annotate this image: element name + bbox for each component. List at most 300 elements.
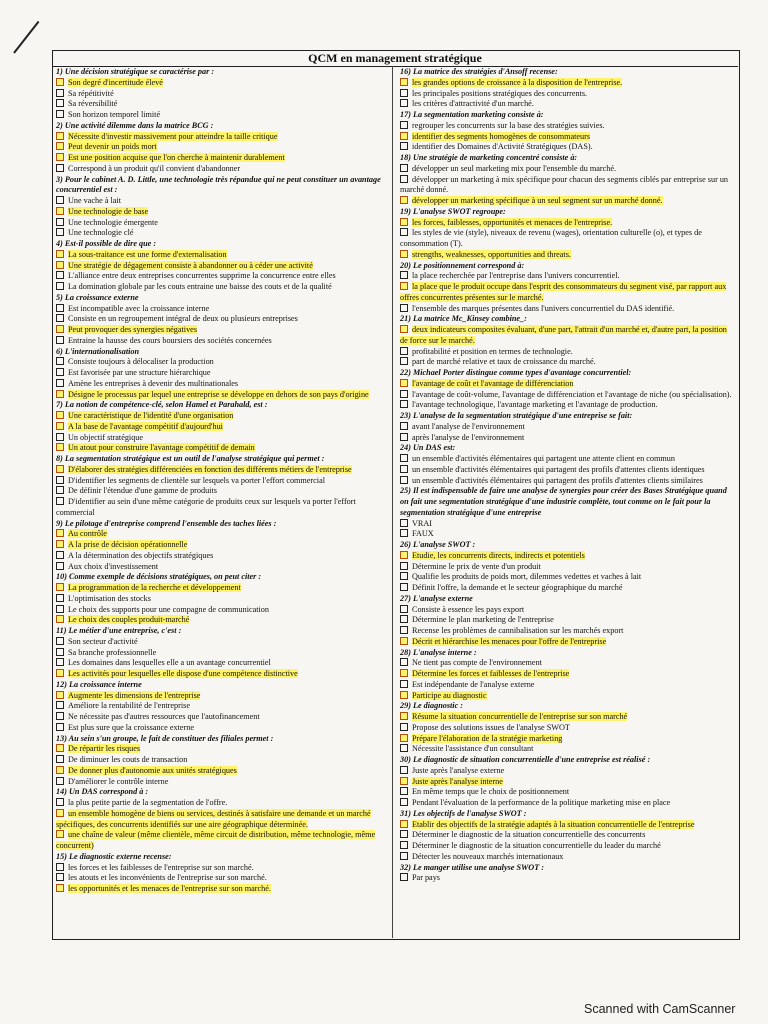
answer-option[interactable] xyxy=(400,691,732,702)
answer-option[interactable] xyxy=(400,669,732,680)
answer-text: l'ensemble des marques présentes dans l'univers concurrentiel du DAS identifié. xyxy=(412,303,675,313)
checkbox-icon[interactable] xyxy=(56,78,64,86)
answer-option[interactable] xyxy=(400,615,732,626)
answer-option[interactable] xyxy=(56,390,388,401)
checkbox-icon[interactable] xyxy=(56,497,64,505)
checkbox-icon[interactable] xyxy=(400,777,408,785)
answer-text: Sa répétitivité xyxy=(68,88,114,98)
answer-option[interactable] xyxy=(400,529,732,540)
answer-text: A la détermination des objectifs stratégiques xyxy=(68,550,214,560)
pen-stroke xyxy=(13,21,39,54)
answer-option[interactable] xyxy=(400,712,732,723)
checkbox-icon[interactable] xyxy=(400,476,408,484)
checkbox-icon[interactable] xyxy=(400,196,408,204)
answer-text: Qualifie les produits de poids mort, dilemmes vedettes et vaches à lait xyxy=(412,572,642,582)
checkbox-icon[interactable] xyxy=(400,572,408,580)
answer-option[interactable] xyxy=(56,282,388,293)
answer-option[interactable] xyxy=(56,766,388,777)
answer-option[interactable] xyxy=(400,519,732,530)
answer-text: Le choix des couples produit-marché xyxy=(68,615,190,625)
checkbox-icon[interactable] xyxy=(56,583,64,591)
answer-text: les forces, faiblesses, opportunités et menaces de l'entreprise. xyxy=(412,217,613,227)
question-text: 4) Est-il possible de dire que : xyxy=(56,239,157,248)
checkbox-icon[interactable] xyxy=(400,529,408,537)
left-column xyxy=(56,67,388,895)
checkbox-icon[interactable] xyxy=(56,701,64,709)
answer-text: les opportunités et les menaces de l'entreprise sur son marché. xyxy=(68,884,271,893)
checkbox-icon[interactable] xyxy=(56,723,64,731)
question-text: 19) L'analyse SWOT regroupe: xyxy=(400,206,506,216)
checkbox-icon[interactable] xyxy=(56,529,64,537)
question-text: 21) La matrice Mc_Kinsey combine_: xyxy=(400,314,527,324)
answer-option[interactable] xyxy=(56,476,388,487)
answer-option[interactable] xyxy=(56,497,388,519)
answer-option[interactable] xyxy=(56,551,388,562)
checkbox-icon[interactable] xyxy=(56,379,64,387)
checkbox-icon[interactable] xyxy=(400,873,408,881)
checkbox-icon[interactable] xyxy=(56,605,64,613)
answer-option[interactable] xyxy=(56,712,388,723)
answer-option[interactable] xyxy=(56,89,388,100)
answer-option[interactable] xyxy=(400,390,732,401)
checkbox-icon[interactable] xyxy=(56,304,64,312)
answer-option[interactable] xyxy=(56,648,388,659)
answer-option[interactable] xyxy=(400,841,732,852)
question-text: 11) Le métier d'une entreprise, c'est : xyxy=(56,626,182,635)
answer-option[interactable] xyxy=(400,777,732,788)
question-text: 25) Il est indispensable de faire une analyse de synergies pour créer des Bases Stratégique quand on fait une segmentation stratégique d'une industrie complète, tout comme on le fait pour la segmentation stratégique d'une entreprise xyxy=(400,486,727,517)
answer-option[interactable] xyxy=(400,551,732,562)
checkbox-icon[interactable] xyxy=(400,357,408,365)
answer-text: les principales positions stratégiques des concurrents. xyxy=(412,88,588,98)
answer-text: Définit l'offre, la demande et le secteur géographique du marché xyxy=(412,583,623,592)
answer-option[interactable] xyxy=(56,755,388,766)
checkbox-icon[interactable] xyxy=(56,712,64,720)
question-text: 28) L'analyse interne : xyxy=(400,647,477,657)
checkbox-icon[interactable] xyxy=(400,142,408,150)
checkbox-icon[interactable] xyxy=(400,562,408,570)
answer-text: Son secteur d'activité xyxy=(68,636,138,646)
answer-option[interactable] xyxy=(56,669,388,680)
answer-option[interactable] xyxy=(56,110,388,121)
answer-text: Détermine le plan marketing de l'entreprise xyxy=(412,615,554,625)
question-text: 16) La matrice des stratégies d'Ansoff recense: xyxy=(400,67,558,76)
checkbox-icon[interactable] xyxy=(56,261,64,269)
answer-text: Au contrôle xyxy=(68,529,107,539)
answer-option[interactable] xyxy=(400,873,732,884)
checkbox-icon[interactable] xyxy=(56,99,64,107)
checkbox-icon[interactable] xyxy=(56,562,64,570)
answer-option[interactable] xyxy=(56,207,388,218)
checkbox-icon[interactable] xyxy=(400,852,408,860)
checkbox-icon[interactable] xyxy=(56,110,64,118)
question-text: 15) Le diagnostic externe recense: xyxy=(56,851,172,861)
answer-option[interactable] xyxy=(56,433,388,444)
answer-option[interactable] xyxy=(400,228,732,250)
checkbox-icon[interactable] xyxy=(400,583,408,591)
answer-text: Aux choix d'investissement xyxy=(68,561,159,571)
question-text: 20) Le positionnement correspond à: xyxy=(400,260,525,270)
answer-option[interactable] xyxy=(400,142,732,153)
checkbox-icon[interactable] xyxy=(400,841,408,849)
checkbox-icon[interactable] xyxy=(400,379,408,387)
answer-option[interactable] xyxy=(56,132,388,143)
answer-option[interactable] xyxy=(56,777,388,788)
checkbox-icon[interactable] xyxy=(400,164,408,172)
answer-option[interactable] xyxy=(400,723,732,734)
checkbox-icon[interactable] xyxy=(56,637,64,645)
answer-option[interactable] xyxy=(56,379,388,390)
checkbox-icon[interactable] xyxy=(56,153,64,161)
question-text: 17) La segmentation marketing consiste à: xyxy=(400,110,544,119)
answer-option[interactable] xyxy=(400,99,732,110)
answer-text: Augmente les dimensions de l'entreprise xyxy=(68,690,201,700)
checkbox-icon[interactable] xyxy=(400,121,408,129)
answer-option[interactable] xyxy=(400,132,732,143)
answer-text: Etudie, les concurrents directs, indirects et potentiels xyxy=(412,550,585,560)
checkbox-icon[interactable] xyxy=(56,390,64,398)
answer-option[interactable] xyxy=(56,529,388,540)
answer-option[interactable] xyxy=(56,304,388,315)
answer-text: Juste après l'analyse externe xyxy=(412,765,505,775)
answer-option[interactable] xyxy=(56,594,388,605)
checkbox-icon[interactable] xyxy=(400,465,408,473)
checkbox-icon[interactable] xyxy=(56,228,64,236)
answer-option[interactable] xyxy=(400,78,732,89)
answer-option[interactable] xyxy=(400,121,732,132)
answer-option[interactable] xyxy=(400,852,732,863)
checkbox-icon[interactable] xyxy=(400,175,408,183)
checkbox-icon[interactable] xyxy=(400,325,408,333)
answer-option[interactable] xyxy=(400,357,732,368)
checkbox-icon[interactable] xyxy=(400,787,408,795)
checkbox-icon[interactable] xyxy=(56,89,64,97)
answer-option[interactable] xyxy=(56,153,388,164)
answer-text: Une stratégie de dégagement consiste à abandonner ou à céder une activité xyxy=(68,260,313,270)
checkbox-icon[interactable] xyxy=(400,658,408,666)
answer-option[interactable] xyxy=(400,196,732,207)
answer-text: En même temps que le choix de positionnement xyxy=(412,787,570,797)
answer-text: Désigne le processus par lequel une entreprise se développe en dehors de son pays d'origine xyxy=(68,389,369,399)
answer-option[interactable] xyxy=(400,379,732,390)
answer-text: Amène les entreprises à devenir des multinationales xyxy=(68,378,239,388)
checkbox-icon[interactable] xyxy=(400,820,408,828)
answer-text: De diminuer les couts de transaction xyxy=(68,755,188,764)
answer-text: Son degré d'incertitude élevé xyxy=(68,77,163,87)
answer-option[interactable] xyxy=(56,142,388,153)
answer-text: D'identifier au sein d'une même catégorie de produits ceux sur lesquels va porter l'effort commercial xyxy=(56,497,356,517)
answer-text: avant l'analyse de l'environnement xyxy=(412,421,525,431)
checkbox-icon[interactable] xyxy=(400,637,408,645)
answer-text: Peut devenir un poids mort xyxy=(68,142,157,152)
answer-text: La sous-traitance est une forme d'externalisation xyxy=(68,249,227,259)
answer-option[interactable] xyxy=(400,734,732,745)
answer-option[interactable] xyxy=(56,218,388,229)
checkbox-icon[interactable] xyxy=(400,605,408,613)
checkbox-icon[interactable] xyxy=(56,433,64,441)
checkbox-icon[interactable] xyxy=(56,777,64,785)
answer-option[interactable] xyxy=(400,787,732,798)
answer-option[interactable] xyxy=(400,422,732,433)
answer-text: identifier des segments homogènes de consommateurs xyxy=(412,131,591,141)
answer-option[interactable] xyxy=(400,572,732,583)
checkbox-icon[interactable] xyxy=(400,132,408,140)
checkbox-icon[interactable] xyxy=(56,411,64,419)
answer-option[interactable] xyxy=(400,325,732,347)
answer-option[interactable] xyxy=(400,583,732,594)
answer-option[interactable] xyxy=(56,691,388,702)
checkbox-icon[interactable] xyxy=(400,454,408,462)
checkbox-icon[interactable] xyxy=(400,680,408,688)
right-column xyxy=(400,67,732,884)
answer-option[interactable] xyxy=(400,282,732,304)
answer-option[interactable] xyxy=(56,583,388,594)
answer-option[interactable] xyxy=(400,744,732,755)
answer-option[interactable] xyxy=(400,218,732,229)
answer-text: Est plus sure que la croissance externe xyxy=(68,722,194,732)
answer-option[interactable] xyxy=(56,615,388,626)
answer-option[interactable] xyxy=(56,798,388,809)
checkbox-icon[interactable] xyxy=(400,228,408,236)
answer-option[interactable] xyxy=(56,250,388,261)
checkbox-icon[interactable] xyxy=(56,271,64,279)
checkbox-icon[interactable] xyxy=(56,648,64,656)
checkbox-icon[interactable] xyxy=(56,164,64,172)
checkbox-icon[interactable] xyxy=(56,873,64,881)
checkbox-icon[interactable] xyxy=(400,723,408,731)
checkbox-icon[interactable] xyxy=(56,314,64,322)
checkbox-icon[interactable] xyxy=(56,658,64,666)
answer-text: Etablir des objectifs de la stratégie adaptés à la situation concurrentielle de l'entreprise xyxy=(412,819,695,829)
answer-text: Propose des solutions issues de l'analyse SWOT xyxy=(412,722,570,732)
answer-option[interactable] xyxy=(400,766,732,777)
answer-option[interactable] xyxy=(400,271,732,282)
answer-option[interactable] xyxy=(400,250,732,261)
checkbox-icon[interactable] xyxy=(56,325,64,333)
answer-option[interactable] xyxy=(56,228,388,239)
checkbox-icon[interactable] xyxy=(56,282,64,290)
checkbox-icon[interactable] xyxy=(400,519,408,527)
checkbox-icon[interactable] xyxy=(400,282,408,290)
checkbox-icon[interactable] xyxy=(56,207,64,215)
answer-option[interactable] xyxy=(56,863,388,874)
answer-option[interactable] xyxy=(56,723,388,734)
checkbox-icon[interactable] xyxy=(56,691,64,699)
answer-option[interactable] xyxy=(56,465,388,476)
answer-option[interactable] xyxy=(56,325,388,336)
answer-text: un ensemble d'activités élémentaires qui partagent une attente client en commun xyxy=(412,454,675,463)
answer-option[interactable] xyxy=(400,304,732,315)
answer-option[interactable] xyxy=(56,271,388,282)
answer-text: Son horizon temporel limité xyxy=(68,110,161,119)
question-text: 26) L'analyse SWOT : xyxy=(400,540,476,549)
checkbox-icon[interactable] xyxy=(56,830,64,838)
answer-text: un ensemble homogène de biens ou services, destinés à satisfaire une demande et un marché spécifiques, des concurrents identifiés sur une aire géographique déterminée. xyxy=(56,808,371,829)
checkbox-icon[interactable] xyxy=(400,615,408,623)
checkbox-icon[interactable] xyxy=(400,400,408,408)
answer-text: les critères d'attractivité d'un marché. xyxy=(412,99,534,109)
answer-option[interactable] xyxy=(56,314,388,325)
checkbox-icon[interactable] xyxy=(400,99,408,107)
answer-option[interactable] xyxy=(400,680,732,691)
answer-option[interactable] xyxy=(400,798,732,809)
answer-option[interactable] xyxy=(400,347,732,358)
checkbox-icon[interactable] xyxy=(56,142,64,150)
checkbox-icon[interactable] xyxy=(56,615,64,623)
answer-option[interactable] xyxy=(400,820,732,831)
checkbox-icon[interactable] xyxy=(56,368,64,376)
checkbox-icon[interactable] xyxy=(56,357,64,365)
answer-text: Les domaines dans lesquelles elle a un avantage concurrentiel xyxy=(68,658,271,668)
answer-option[interactable] xyxy=(400,89,732,100)
question-text: 10) Comme exemple de décisions stratégiques, on peut citer : xyxy=(56,572,262,582)
answer-option[interactable] xyxy=(56,443,388,454)
checkbox-icon[interactable] xyxy=(56,798,64,806)
answer-text: Une caractéristique de l'identité d'une organisation xyxy=(68,411,234,420)
answer-text: un ensemble d'activités élémentaires qui partagent des profils d'attentes clients similaires xyxy=(412,475,703,485)
checkbox-icon[interactable] xyxy=(56,132,64,140)
checkbox-icon[interactable] xyxy=(400,250,408,258)
answer-option[interactable] xyxy=(56,562,388,573)
answer-option[interactable] xyxy=(56,486,388,497)
checkbox-icon[interactable] xyxy=(400,422,408,430)
answer-option[interactable] xyxy=(56,809,388,831)
checkbox-icon[interactable] xyxy=(400,89,408,97)
answer-option[interactable] xyxy=(400,465,732,476)
answer-option[interactable] xyxy=(56,830,388,852)
question-text: 14) Un DAS correspond à : xyxy=(56,787,149,797)
checkbox-icon[interactable] xyxy=(400,626,408,634)
answer-option[interactable] xyxy=(56,261,388,272)
checkbox-icon[interactable] xyxy=(400,766,408,774)
answer-option[interactable] xyxy=(56,336,388,347)
answer-option[interactable] xyxy=(400,626,732,637)
answer-text: Une technologie émergente xyxy=(68,217,158,227)
checkbox-icon[interactable] xyxy=(56,766,64,774)
checkbox-icon[interactable] xyxy=(400,271,408,279)
answer-option[interactable] xyxy=(56,540,388,551)
checkbox-icon[interactable] xyxy=(56,809,64,817)
answer-option[interactable] xyxy=(400,454,732,465)
answer-text: une chaîne de valeur (même clientèle, même circuit de distribution, même technologie, même concurrent) xyxy=(56,830,376,850)
answer-option[interactable] xyxy=(400,637,732,648)
checkbox-icon[interactable] xyxy=(56,551,64,559)
checkbox-icon[interactable] xyxy=(400,830,408,838)
checkbox-icon[interactable] xyxy=(56,422,64,430)
answer-option[interactable] xyxy=(400,400,732,411)
checkbox-icon[interactable] xyxy=(56,669,64,677)
checkbox-icon[interactable] xyxy=(56,336,64,344)
answer-text: après l'analyse de l'environnement xyxy=(412,432,525,442)
checkbox-icon[interactable] xyxy=(400,691,408,699)
answer-option[interactable] xyxy=(56,744,388,755)
answer-text: VRAI xyxy=(412,518,433,528)
checkbox-icon[interactable] xyxy=(400,390,408,398)
checkbox-icon[interactable] xyxy=(56,443,64,451)
checkbox-icon[interactable] xyxy=(400,347,408,355)
answer-text: développer un seul marketing mix pour l'ensemble du marché. xyxy=(412,163,617,173)
answer-text: Correspond à un produit qu'il convient d'abandonner xyxy=(68,163,241,173)
answer-text: Consiste à essence les pays export xyxy=(412,604,525,614)
answer-text: l'avantage de coût-volume, l'avantage de différenciation et l'avantage de niche (ou spécialisation). xyxy=(412,389,732,399)
checkbox-icon[interactable] xyxy=(56,540,64,548)
answer-option[interactable] xyxy=(400,605,732,616)
checkbox-icon[interactable] xyxy=(400,218,408,226)
answer-option[interactable] xyxy=(56,357,388,368)
checkbox-icon[interactable] xyxy=(56,218,64,226)
checkbox-icon[interactable] xyxy=(400,744,408,752)
checkbox-icon[interactable] xyxy=(56,476,64,484)
answer-option[interactable] xyxy=(56,884,388,895)
answer-text: D'élaborer des stratégies différenciées en fonction des différents métiers de l'entreprise xyxy=(68,464,352,474)
checkbox-icon[interactable] xyxy=(56,486,64,494)
checkbox-icon[interactable] xyxy=(400,551,408,559)
answer-option[interactable] xyxy=(56,78,388,89)
checkbox-icon[interactable] xyxy=(56,465,64,473)
answer-option[interactable] xyxy=(56,605,388,616)
checkbox-icon[interactable] xyxy=(400,304,408,312)
answer-option[interactable] xyxy=(56,368,388,379)
answer-text: Est favorisée par une structure hiérarchique xyxy=(68,368,211,377)
answer-option[interactable] xyxy=(400,476,732,487)
checkbox-icon[interactable] xyxy=(56,884,64,892)
answer-option[interactable] xyxy=(56,422,388,433)
answer-option[interactable] xyxy=(400,562,732,573)
answer-option[interactable] xyxy=(56,196,388,207)
answer-text: identifier des Domaines d'Activité Stratégiques (DAS). xyxy=(412,142,593,152)
page-title: QCM en management stratégique xyxy=(52,50,738,67)
answer-option[interactable] xyxy=(400,175,732,197)
checkbox-icon[interactable] xyxy=(56,755,64,763)
checkbox-icon[interactable] xyxy=(56,196,64,204)
answer-text: regrouper les concurrents sur la base des stratégies suivies. xyxy=(412,120,605,130)
answer-text: Un atout pour construire l'avantage compétitif de demain xyxy=(68,443,255,453)
checkbox-icon[interactable] xyxy=(400,78,408,86)
answer-option[interactable] xyxy=(400,830,732,841)
answer-option[interactable] xyxy=(400,433,732,444)
answer-text: Est incompatible avec la croissance interne xyxy=(68,303,210,313)
answer-option[interactable] xyxy=(400,164,732,175)
answer-text: Détermine les forces et faiblesses de l'entreprise xyxy=(412,669,570,678)
question-text: 18) Une stratégie de marketing concentré consiste à: xyxy=(400,153,578,162)
answer-text: Une technologie de base xyxy=(68,206,149,216)
answer-text: Prépare l'élaboration de la stratégie marketing xyxy=(412,733,563,743)
question-text: 12) La croissance interne xyxy=(56,679,142,689)
answer-option[interactable] xyxy=(56,99,388,110)
answer-option[interactable] xyxy=(56,164,388,175)
answer-option[interactable] xyxy=(56,637,388,648)
answer-option[interactable] xyxy=(400,658,732,669)
answer-option[interactable] xyxy=(56,411,388,422)
answer-option[interactable] xyxy=(56,701,388,712)
checkbox-icon[interactable] xyxy=(56,250,64,258)
checkbox-icon[interactable] xyxy=(400,734,408,742)
answer-text: strengths, weaknesses, opportunities and threats. xyxy=(412,249,571,259)
checkbox-icon[interactable] xyxy=(400,798,408,806)
checkbox-icon[interactable] xyxy=(400,669,408,677)
answer-text: Une vache à lait xyxy=(68,196,121,205)
checkbox-icon[interactable] xyxy=(400,712,408,720)
answer-text: la place que le produit occupe dans l'esprit des consommateurs du segment visé, par rapport aux offres concurrentes présentes sur le marché. xyxy=(400,282,727,302)
question-text: 27) L'analyse externe xyxy=(400,593,473,603)
checkbox-icon[interactable] xyxy=(56,863,64,871)
answer-option[interactable] xyxy=(56,873,388,884)
checkbox-icon[interactable] xyxy=(56,594,64,602)
answer-option[interactable] xyxy=(56,658,388,669)
checkbox-icon[interactable] xyxy=(56,744,64,752)
answer-text: Résume la situation concurrentielle de l'entreprise sur son marché xyxy=(412,712,628,721)
checkbox-icon[interactable] xyxy=(400,433,408,441)
